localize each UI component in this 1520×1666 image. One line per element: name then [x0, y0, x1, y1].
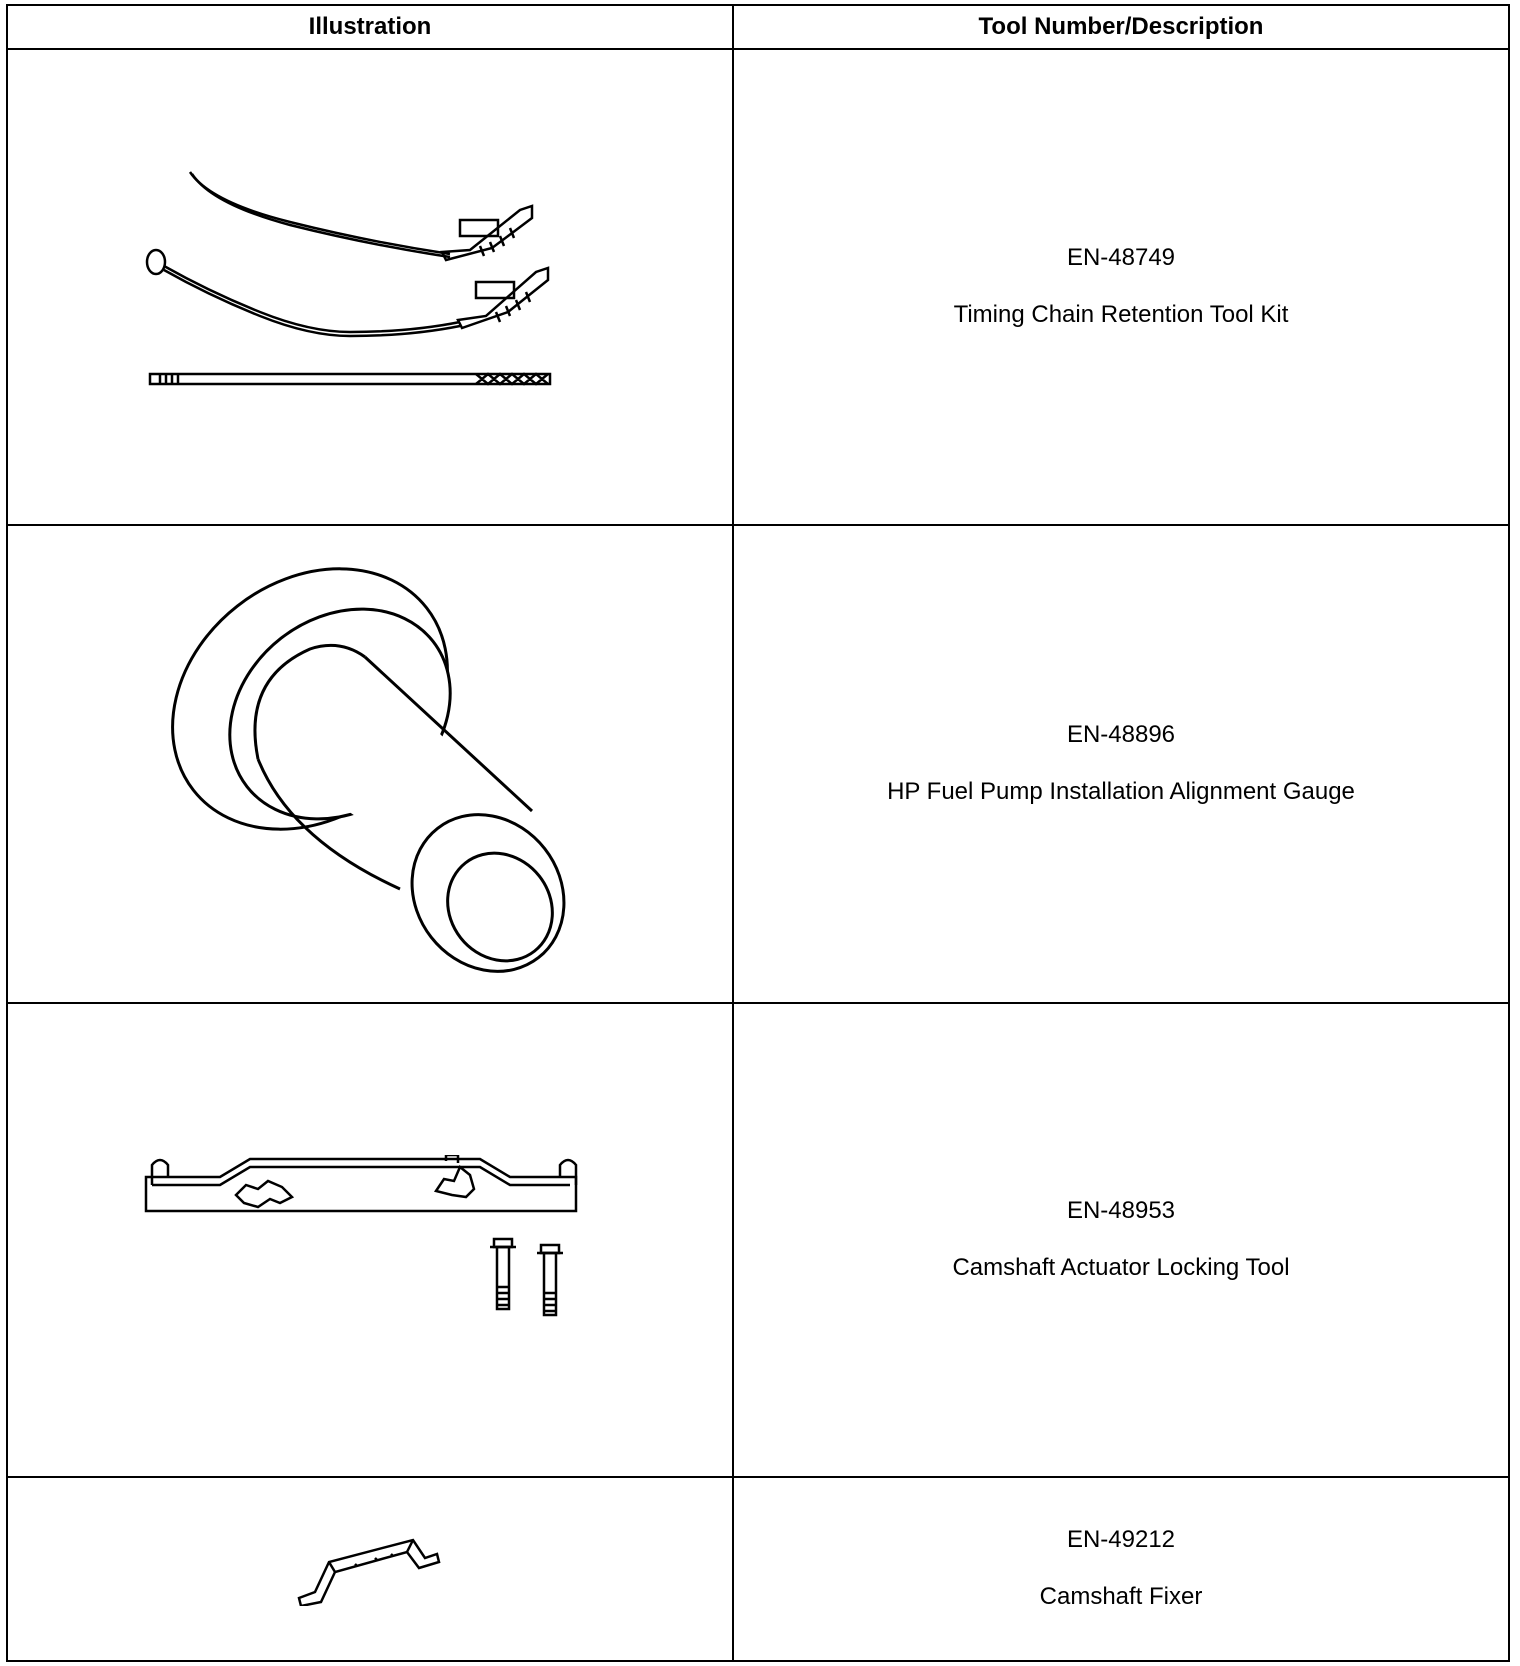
tool-number: EN-48896 [1066, 721, 1176, 749]
table-row [7, 1003, 1509, 1477]
fuel-pump-alignment-gauge-icon [150, 549, 590, 979]
special-tools-table [6, 4, 1510, 1662]
illustration-cell [7, 1477, 733, 1661]
tool-description-cell [733, 1003, 1509, 1477]
timing-chain-retention-tool-kit-icon [140, 162, 600, 412]
tool-description: HP Fuel Pump Installation Alignment Gauge [887, 778, 1355, 805]
tool-description: Camshaft Actuator Locking Tool [952, 1254, 1290, 1281]
illustration-cell [7, 525, 733, 1003]
tool-number: EN-48749 [1066, 244, 1176, 272]
tool-description-cell [733, 525, 1509, 1003]
table-row [7, 49, 1509, 525]
tool-number: EN-48953 [1066, 1197, 1176, 1225]
illustration-cell [7, 1003, 733, 1477]
camshaft-actuator-locking-tool-icon [140, 1155, 600, 1325]
camshaft-fixer-icon [295, 1532, 445, 1606]
table-row [7, 1477, 1509, 1661]
tool-description: Timing Chain Retention Tool Kit [953, 301, 1289, 328]
illustration-cell [7, 49, 733, 525]
header-row [7, 5, 1509, 49]
tool-number: EN-49212 [1066, 1526, 1176, 1554]
tool-description-cell [733, 1477, 1509, 1661]
tool-description-cell [733, 49, 1509, 525]
illustration-header: Illustration [7, 5, 733, 49]
tool-description: Camshaft Fixer [1039, 1583, 1203, 1610]
table-row [7, 525, 1509, 1003]
tool-description-header: Tool Number/Description [733, 5, 1509, 49]
